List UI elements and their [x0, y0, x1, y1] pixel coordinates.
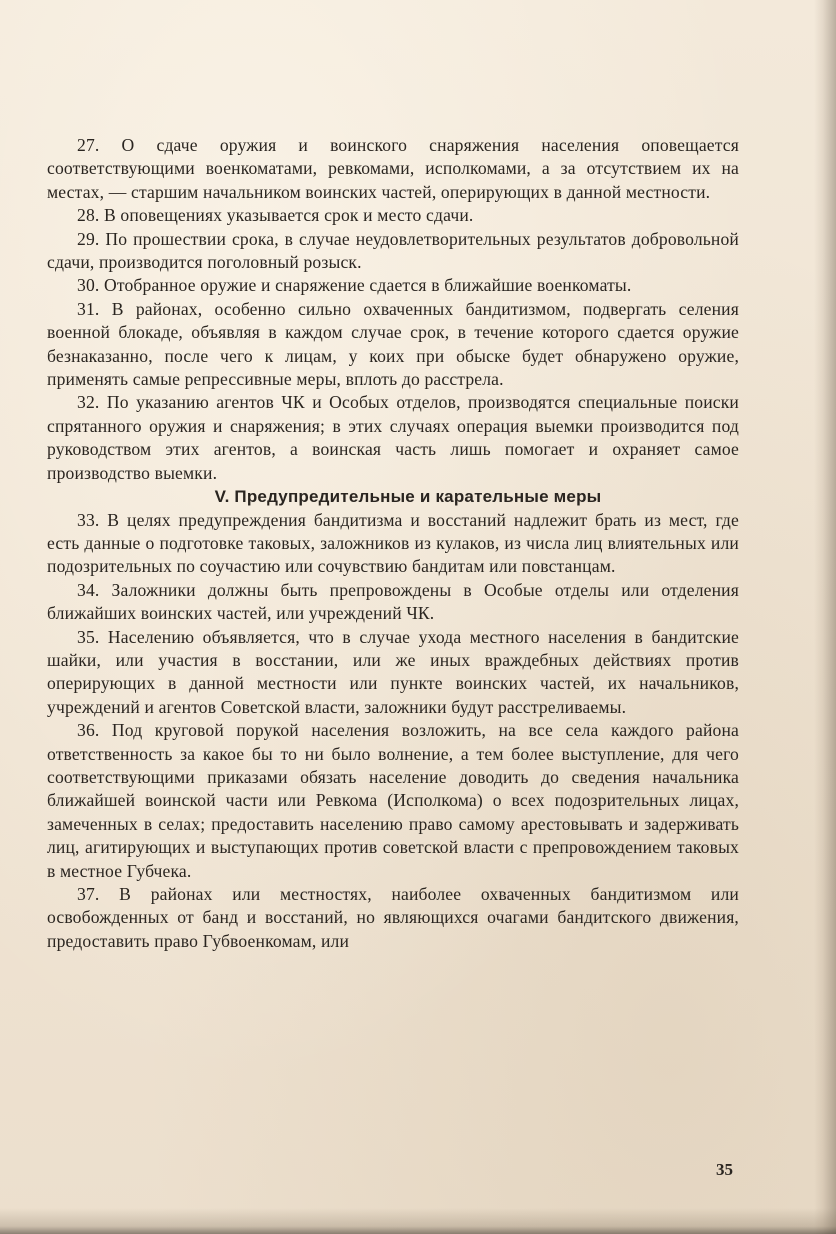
page-edge-shadow: [814, 0, 836, 1234]
page-number: 35: [716, 1160, 733, 1179]
paragraph-27: 27. О сдаче оружия и воинского снаряжения населения оповещается соответствующими военкоматами, ревкомами, исполкомами, а за отсутствием их на местах, — старшим начальником воинских частей, оперирующих в данной местности.: [47, 135, 739, 202]
paragraph-33: 33. В целях предупреждения бандитизма и восстаний надлежит брать из мест, где есть данные о подготовке таковых, заложников из кулаков, из числа лиц влиятельных или подозрительных по соучастию или сочувствию бандитам или повстанцам.: [47, 509, 739, 577]
paragraph-32: 32. По указанию агентов ЧК и Особых отделов, производятся специальные поиски спрятанного оружия и снаряжения; в этих случаях операция выемки производится под руководством этих агентов, а воинская часть лишь помогает и охраняет самое производство выемки.: [47, 392, 739, 483]
paragraph-34: 34. Заложники должны быть препровождены в Особые отделы или отделения ближайших воинских частей, или учреждений ЧК.: [47, 579, 739, 624]
paragraph-31: 31. В районах, особенно сильно охваченных бандитизмом, подвергать селения военной блокаде, объявляя в каждом случае срок, в течение которого сдается оружие безнаказанно, после чего к лицам, у коих при обыске будет обнаружено оружие, применять самые репрессивные меры, вплоть до расстрела.: [47, 298, 739, 390]
paragraph-35: 35. Населению объявляется, что в случае ухода местного населения в бандитские шайки, или участия в восстании, или же иных враждебных действиях против оперирующих в данной местности или пункте воинских частей, их начальников, учреждений и агентов Советской власти, заложники будут расстреливаемы.: [47, 626, 739, 717]
page-bottom-shadow: [0, 1208, 836, 1234]
section-heading: V. Предупредительные и карательные меры: [214, 487, 602, 507]
paragraph-37: 37. В районах или местностях, наиболее охваченных бандитизмом или освобожденных от банд и восстаний, но являющихся очагами бандитского движения, предоставить право Губвоенкомам, или: [47, 884, 739, 951]
paragraph-29: 29. По прошествии срока, в случае неудовлетворительных результатов добровольной сдачи, производится поголовный розыск.: [47, 228, 739, 273]
paragraph-28: 28. В оповещениях указывается срок и место сдачи.: [77, 205, 474, 226]
paragraph-30: 30. Отобранное оружие и снаряжение сдается в ближайшие военкоматы.: [77, 275, 632, 296]
paragraph-36: 36. Под круговой порукой населения возложить, на все села каждого района ответственность за какое бы то ни было волнение, а тем более выступление, для чего соответствующими приказами обязать население доводить до сведения начальника ближайшей воинской части или Ревкома (Исполкома) о всех подозрительных лицах, замеченных в селах; предоставить населению право самому арестовывать и задерживать лиц, агитирующих и выступающих против советской власти с препровождением таковых в местное Губчека.: [47, 720, 739, 881]
body-text: [47, 134, 739, 953]
